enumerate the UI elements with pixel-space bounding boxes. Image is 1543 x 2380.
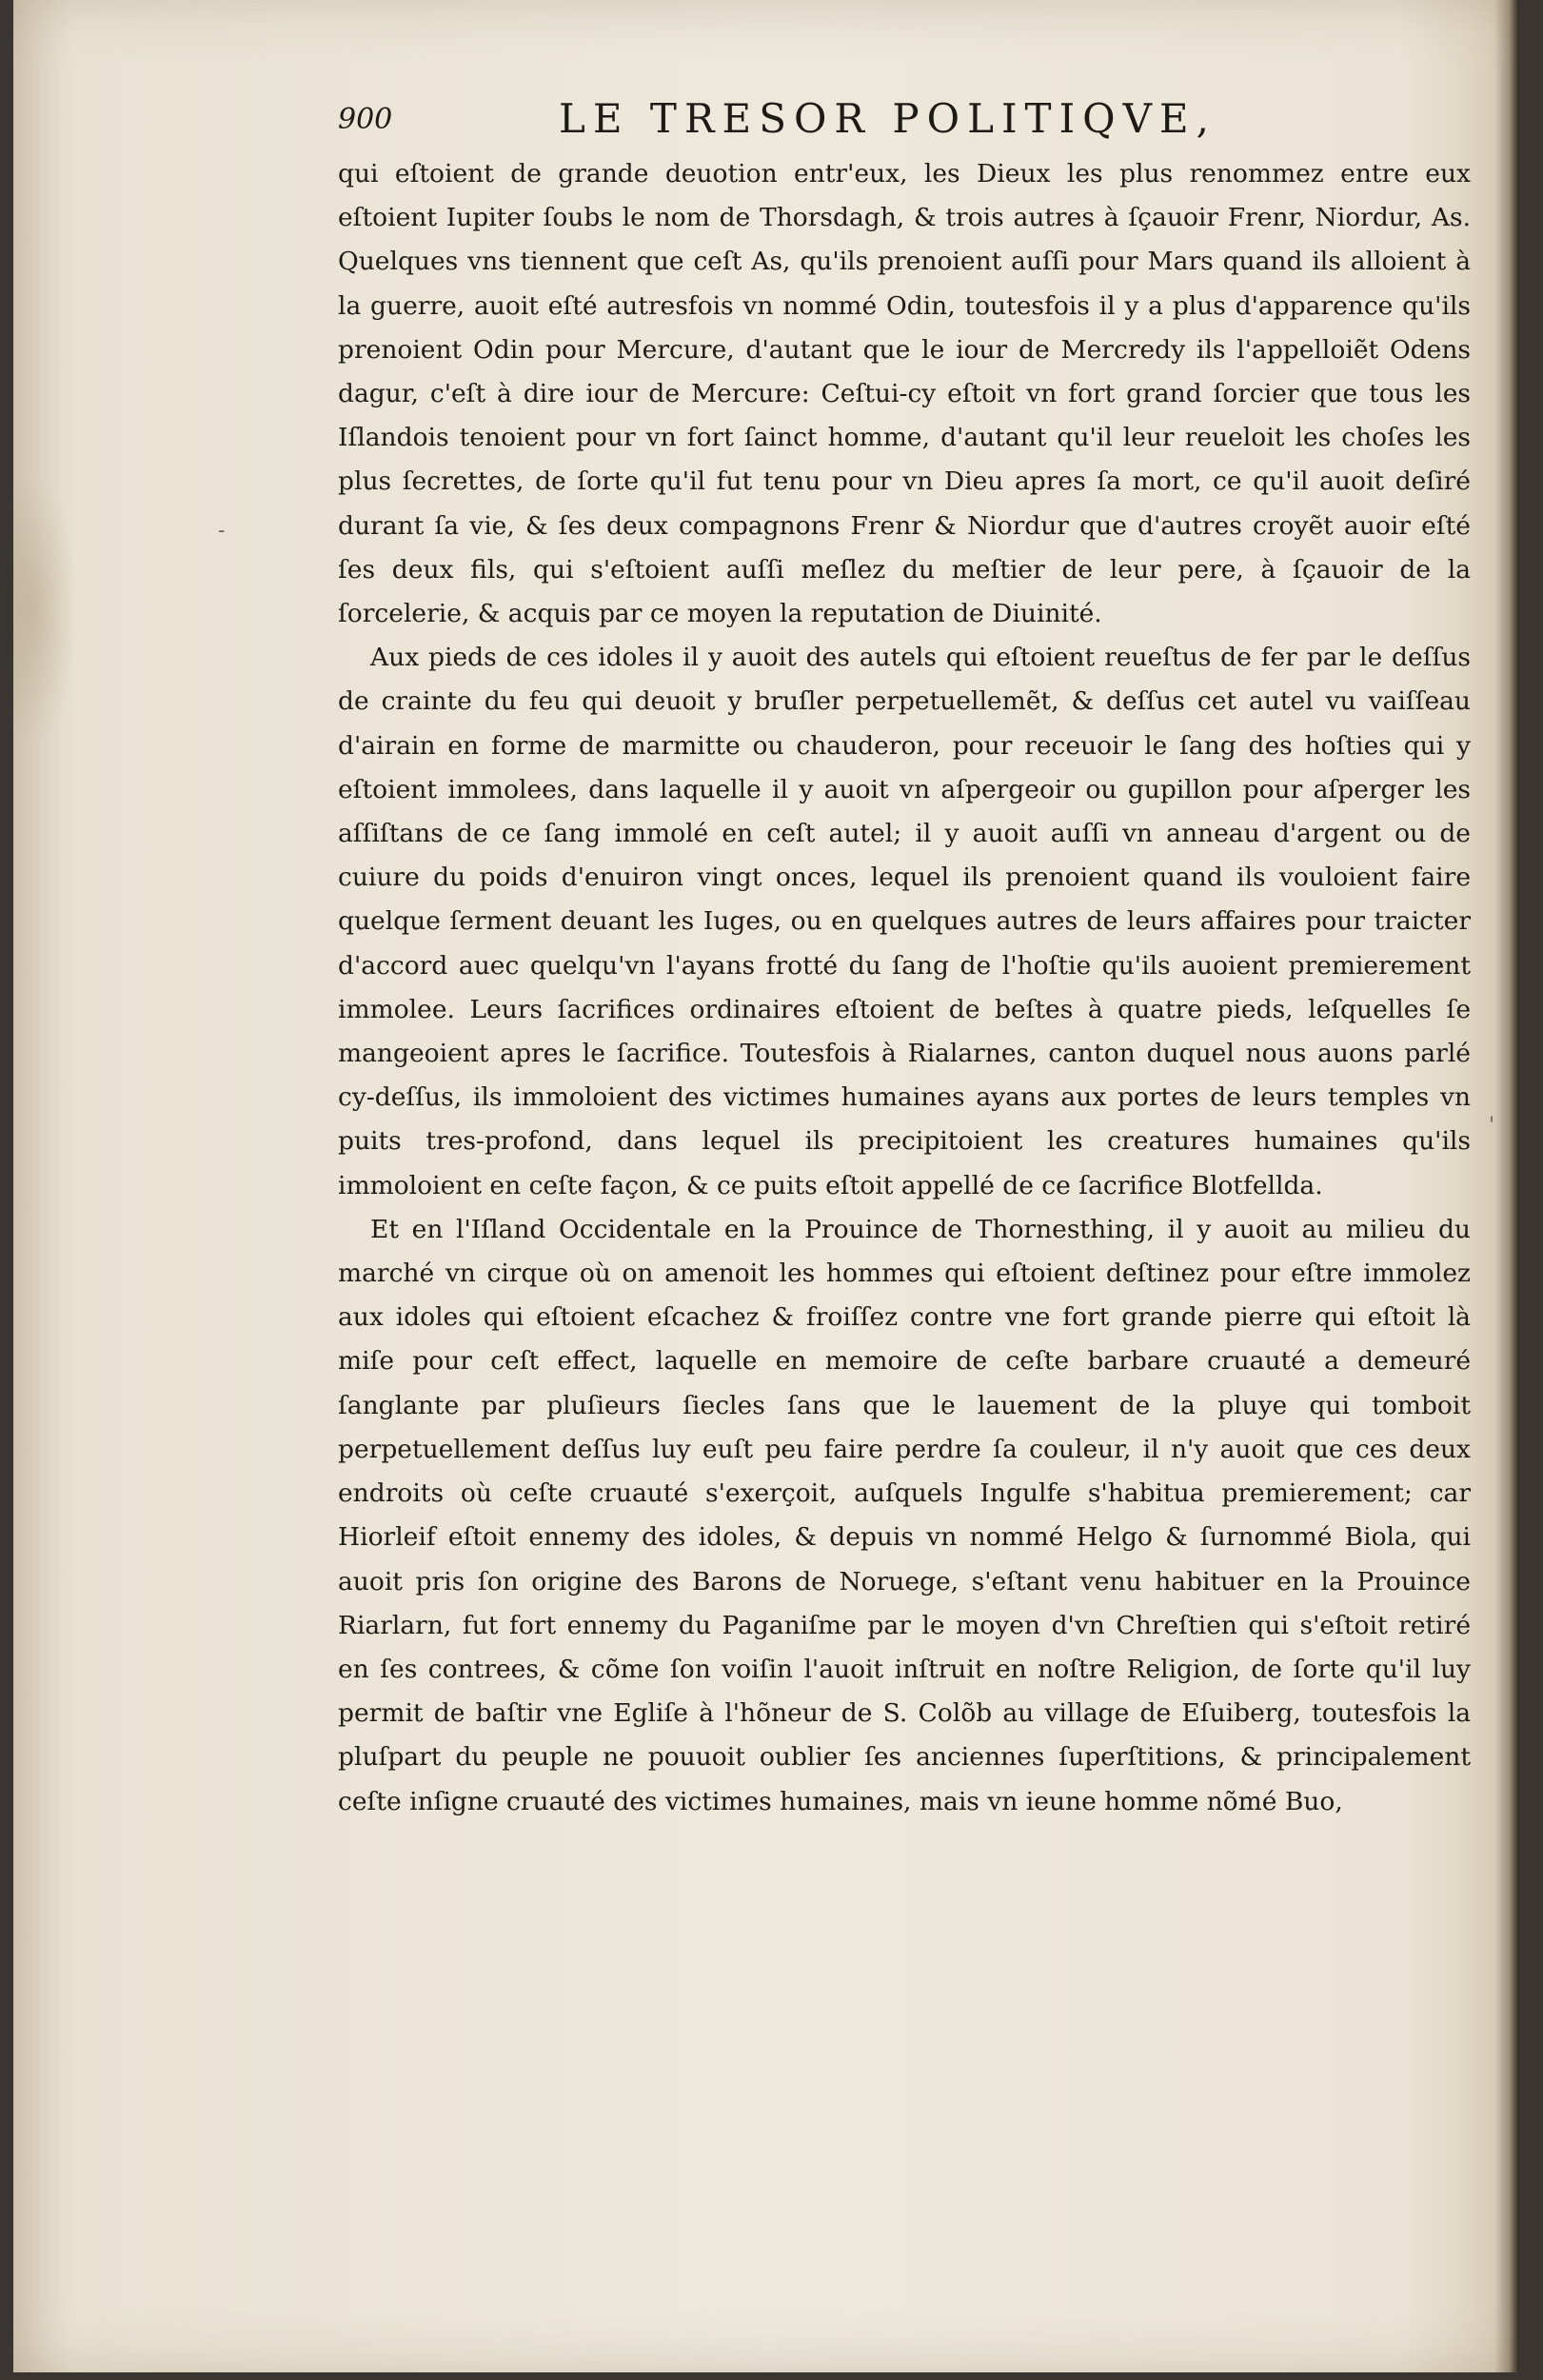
running-title: LE TRESOR POLITIQVE,: [559, 95, 1217, 142]
margin-mark: ': [1489, 1114, 1495, 1138]
page-stain: [13, 476, 80, 743]
paragraph: qui eſtoient de grande deuotion entr'eux, les Dieux les plus renommez entre eux eſtoient Iupiter ſoubs le nom de Thorsdagh, & trois autres à ſçauoir Frenr, Niordur, As. Quelques vns tiennent que ceſt As, qu'ils prenoient auſſi pour Mars quand ils alloient à la guerre, auoit eſté autresfois vn nommé Odin, toutesfois il y a plus d'apparence qu'ils prenoient Odin pour Mercure, d'autant que le iour de Mercredy ils l'appelloiẽt Odens dagur, c'eſt à dire iour de Mercure: Ceſtui-cy eſtoit vn fort grand ſorcier que tous les Iſlandois tenoient pour vn fort ſainct homme, d'autant qu'il leur reueloit les choſes les plus ſecrettes, de ſorte qu'il fut tenu pour vn Dieu apres ſa mort, ce qu'il auoit deſiré durant ſa vie, & ſes deux compagnons Frenr & Niordur que d'autres croyẽt auoir eſté ſes deux fils, qui s'eſtoient auſſi meſlez du meſtier de leur pere, à ſçauoir de la ſorcelerie, & acquis par ce moyen la reputation de Diuinité.: [338, 159, 1471, 629]
page-number: 900: [338, 103, 393, 136]
page-gutter-shadow: [1494, 0, 1519, 2372]
paragraph: Aux pieds de ces idoles il y auoit des autels qui eſtoient reueſtus de fer par le deſſus de crainte du feu qui deuoit y bruſler perpetuellemẽt, & deſſus cet autel vu vaiſſeau d'airain en forme de marmitte ou chauderon, pour receuoir le ſang des hoſties qui y eſtoient immolees, dans laquelle il y auoit vn aſpergeoir ou gupillon pour aſperger les aſſiſtans de ce ſang immolé en ceſt autel; il y auoit auſſi vn anneau d'argent ou de cuiure du poids d'enuiron vingt onces, lequel ils prenoient quand ils vouloient faire quelque ſerment deuant les Iuges, ou en quelques autres de leurs affaires pour traicter d'accord auec quelqu'vn l'ayans frotté du ſang de l'hoſtie qu'ils auoient premierement immolee. Leurs ſacrifices ordinaires eſtoient de beſtes à quatre pieds, leſquelles ſe mangeoient apres le ſacrifice. Toutesfois à Rialarnes, canton duquel nous auons parlé cy-deſſus, ils immoloient des victimes humaines ayans aux portes de leurs temples vn puits tres-profond, dans lequel ils precipitoient les creatures humaines qu'ils immoloient en ceſte façon, & ce puits eſtoit appellé de ce ſacrifice Blotfellda.: [338, 643, 1471, 1200]
paragraph: Et en l'Iſland Occidentale en la Prouince de Thornesthing, il y auoit au milieu du marché vn cirque où on amenoit les hommes qui eſtoient deſtinez pour eſtre immolez aux idoles qui eſtoient eſcachez & froiſſez contre vne fort grande pierre qui eſtoit là miſe pour ceſt effect, laquelle en memoire de ceſte barbare cruauté a demeuré ſanglante par pluſieurs ſiecles ſans que le lauement de la pluye qui tomboit perpetuellement deſſus luy euſt peu faire perdre ſa couleur, il n'y auoit que ces deux endroits où ceſte cruauté s'exerçoit, auſquels Ingulfe s'habitua premierement; car Hiorleif eſtoit ennemy des idoles, & depuis vn nommé Helgo & ſurnommé Biola, qui auoit pris ſon origine des Barons de Noruege, s'eſtant venu habituer en la Prouince Riarlarn, fut fort ennemy du Paganiſme par le moyen d'vn Chreſtien qui s'eſtoit retiré en ſes contrees, & cõme ſon voiſin l'auoit inſtruit en noſtre Religion, de ſorte qu'il luy permit de baſtir vne Egliſe à l'hõneur de S. Colõb au village de Eſuiberg, toutesfois la pluſpart du peuple ne pouuoit oublier ſes anciennes ſuperſtitions, & principalement ceſte inſigne cruauté des victimes humaines, mais vn ieune homme nõmé Buo,: [338, 1214, 1471, 1816]
body-text: [338, 152, 1471, 1824]
margin-mark: -: [218, 519, 226, 543]
running-header: [338, 95, 1252, 152]
